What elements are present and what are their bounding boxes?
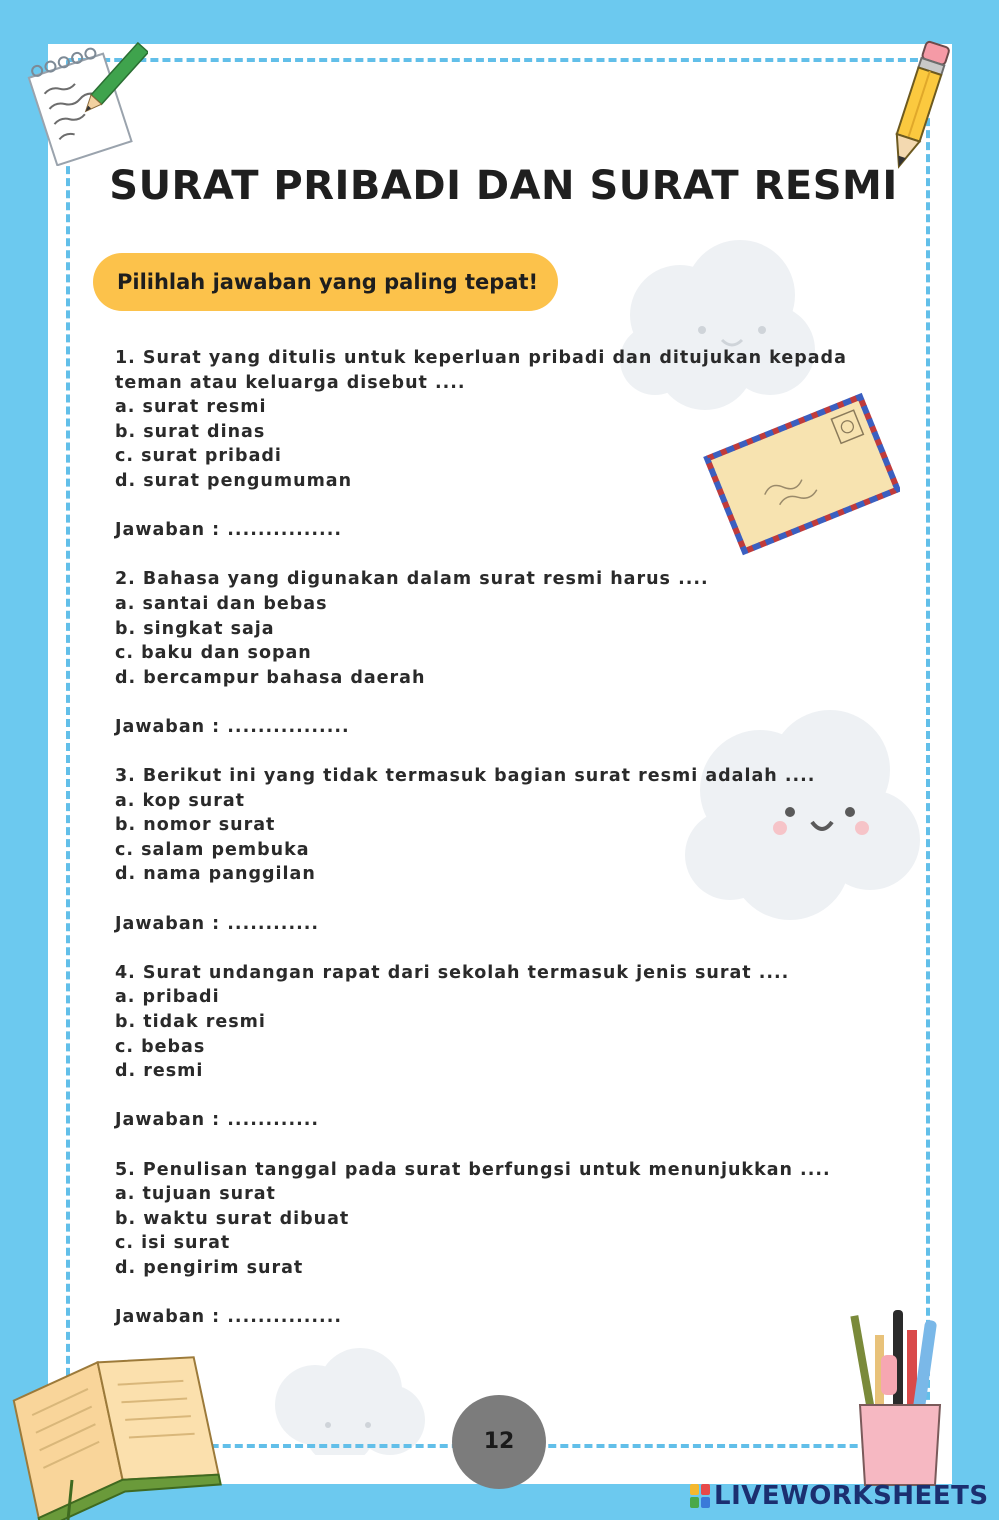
instruction-banner	[93, 253, 558, 311]
question-text: 3. Berikut ini yang tidak termasuk bagian surat resmi adalah ....	[115, 766, 816, 787]
answer-field[interactable]: Jawaban : ................	[115, 716, 350, 737]
option-b[interactable]: b. nomor surat	[115, 815, 276, 836]
answer-field[interactable]: Jawaban : ............	[115, 1110, 320, 1131]
option-a[interactable]: a. surat resmi	[115, 397, 267, 418]
option-a[interactable]: a. tujuan surat	[115, 1184, 276, 1205]
option-c[interactable]: c. surat pribadi	[115, 446, 282, 467]
pencil-icon	[880, 38, 960, 178]
question-text: 1. Surat yang ditulis untuk keperluan pribadi dan ditujukan kepada	[115, 348, 847, 368]
option-d[interactable]: d. nama panggilan	[115, 864, 316, 885]
option-a[interactable]: a. kop surat	[115, 790, 246, 811]
question-5	[115, 1158, 835, 1330]
question-text: 5. Penulisan tanggal pada surat berfungsi untuk menunjukkan ....	[115, 1159, 831, 1180]
question-text: 4. Surat undangan rapat dari sekolah termasuk jenis surat ....	[115, 962, 790, 983]
answer-field[interactable]: Jawaban : ...............	[115, 1307, 342, 1328]
question-2	[115, 567, 835, 764]
question-list	[115, 346, 847, 1330]
question-1	[115, 346, 847, 567]
page-number-badge	[452, 1395, 546, 1489]
page-number: 12	[483, 1429, 515, 1454]
option-a[interactable]: a. santai dan bebas	[115, 593, 328, 614]
option-c[interactable]: c. baku dan sopan	[115, 643, 312, 664]
question-text: 2. Bahasa yang digunakan dalam surat resmi harus ....	[115, 569, 709, 590]
option-c[interactable]: c. salam pembuka	[115, 839, 310, 860]
question-3	[115, 764, 835, 961]
answer-field[interactable]: Jawaban : ...............	[115, 520, 342, 541]
option-c[interactable]: c. bebas	[115, 1036, 206, 1057]
option-d[interactable]: d. pengirim surat	[115, 1257, 304, 1278]
pencil-cup-icon	[845, 1305, 955, 1490]
page-title: SURAT PRIBADI DAN SURAT RESMI	[109, 162, 898, 209]
option-d[interactable]: d. bercampur bahasa daerah	[115, 667, 426, 688]
option-b[interactable]: b. singkat saja	[115, 618, 275, 639]
liveworksheets-logo-icon	[690, 1484, 710, 1508]
option-c[interactable]: c. isi surat	[115, 1233, 231, 1254]
question-4	[115, 961, 835, 1158]
notepad-pencil-icon	[18, 36, 148, 166]
question-text: teman atau keluarga disebut ....	[115, 372, 466, 393]
option-b[interactable]: b. tidak resmi	[115, 1012, 266, 1033]
option-b[interactable]: b. waktu surat dibuat	[115, 1208, 350, 1229]
instruction-text: Pilihlah jawaban yang paling tepat!	[117, 270, 539, 294]
option-b[interactable]: b. surat dinas	[115, 421, 266, 442]
brand-name: LIVEWORKSHEETS	[714, 1481, 989, 1511]
liveworksheets-brand[interactable]	[690, 1478, 989, 1514]
option-d[interactable]: d. resmi	[115, 1061, 204, 1082]
option-a[interactable]: a. pribadi	[115, 987, 220, 1008]
open-book-icon	[0, 1320, 230, 1520]
answer-field[interactable]: Jawaban : ............	[115, 913, 320, 934]
option-d[interactable]: d. surat pengumuman	[115, 470, 353, 491]
